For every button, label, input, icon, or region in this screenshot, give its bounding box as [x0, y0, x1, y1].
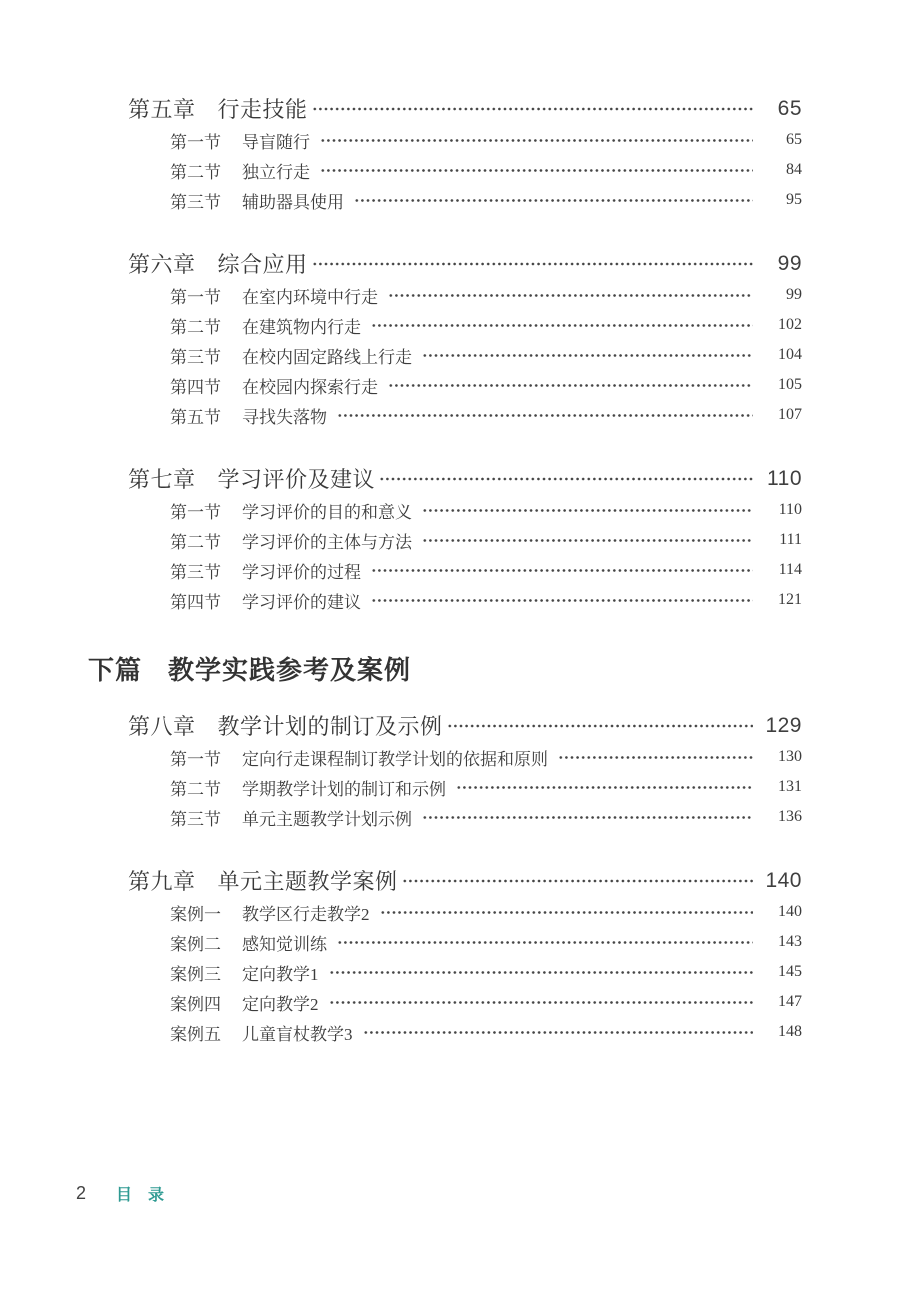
toc-section-row	[128, 1017, 802, 1047]
section-title: 学习评价的过程	[242, 562, 361, 582]
dot-leader	[402, 870, 753, 892]
section-page-number: 131	[778, 778, 802, 795]
chapter-title: 综合应用	[217, 252, 308, 277]
dot-leader	[558, 749, 753, 766]
section-page-number: 111	[779, 531, 802, 548]
section-page-number: 114	[778, 561, 802, 578]
toc-chapter-block	[128, 92, 802, 215]
dot-leader	[320, 132, 753, 149]
dot-leader	[320, 162, 753, 179]
section-page-number: 102	[778, 316, 802, 333]
part-title: 教学实践参考及案例	[168, 654, 412, 685]
section-page-number: 107	[778, 406, 802, 423]
section-label: 第三节	[170, 347, 221, 367]
section-page-number: 148	[778, 1023, 802, 1040]
section-label: 案例五	[170, 1024, 221, 1044]
section-label: 第三节	[170, 562, 221, 582]
chapter-page-number: 140	[765, 868, 802, 892]
toc-list	[88, 92, 802, 1079]
dot-leader	[422, 502, 753, 519]
section-title: 学期教学计划的制订和示例	[242, 779, 446, 799]
section-title: 导盲随行	[242, 132, 310, 152]
section-page-number: 95	[786, 191, 802, 208]
dot-leader	[388, 377, 753, 394]
toc-section-row	[128, 280, 802, 310]
section-label: 第三节	[170, 809, 221, 829]
toc-chapter-row	[128, 462, 802, 495]
section-label: 第三节	[170, 192, 221, 212]
toc-section-row	[128, 585, 802, 615]
dot-leader	[312, 253, 753, 275]
section-label: 案例四	[170, 994, 221, 1014]
section-title: 在建筑物内行走	[242, 317, 361, 337]
chapter-page-number: 65	[777, 96, 802, 120]
chapter-page-number: 129	[765, 713, 802, 737]
toc-section-row	[128, 155, 802, 185]
chapter-page-number: 99	[777, 251, 802, 275]
section-page-number: 147	[778, 993, 802, 1010]
toc-section-row	[128, 987, 802, 1017]
section-label: 第四节	[170, 592, 221, 612]
toc-chapter-row	[128, 709, 802, 742]
chapter-label: 第五章	[128, 97, 196, 122]
section-title: 儿童盲杖教学3	[242, 1024, 353, 1044]
toc-section-row	[128, 927, 802, 957]
section-title: 定向行走课程制订教学计划的依据和原则	[242, 749, 548, 769]
dot-leader	[363, 1024, 754, 1041]
chapter-title: 单元主题教学案例	[217, 869, 398, 894]
toc-section-row	[128, 495, 802, 525]
section-page-number: 143	[778, 933, 802, 950]
dot-leader	[337, 934, 753, 951]
toc-section-row	[128, 340, 802, 370]
section-title: 学习评价的目的和意义	[242, 502, 412, 522]
section-title: 学习评价的建议	[242, 592, 361, 612]
dot-leader	[422, 532, 753, 549]
toc-chapter-block	[128, 247, 802, 430]
chapter-label: 第九章	[128, 869, 196, 894]
dot-leader	[371, 562, 753, 579]
section-title: 独立行走	[242, 162, 310, 182]
chapter-title: 行走技能	[217, 97, 308, 122]
footer-page-number: 2	[76, 1183, 87, 1203]
section-page-number: 65	[786, 131, 802, 148]
section-title: 定向教学2	[242, 994, 319, 1014]
dot-leader	[380, 904, 754, 921]
chapter-title: 学习评价及建议	[217, 467, 376, 492]
section-title: 在校园内探索行走	[242, 377, 378, 397]
section-title: 辅助器具使用	[242, 192, 344, 212]
section-title: 在室内环境中行走	[242, 287, 378, 307]
part-label: 下篇	[88, 654, 143, 685]
section-page-number: 104	[778, 346, 802, 363]
section-title: 寻找失落物	[242, 407, 327, 427]
dot-leader	[337, 407, 753, 424]
chapter-title: 教学计划的制订及示例	[217, 714, 443, 739]
toc-section-row	[128, 370, 802, 400]
dot-leader	[312, 98, 753, 120]
dot-leader	[422, 809, 753, 826]
footer-section-label: 目 录	[116, 1187, 165, 1204]
toc-section-row	[128, 310, 802, 340]
section-page-number: 136	[778, 808, 802, 825]
toc-chapter-row	[128, 247, 802, 280]
dot-leader	[329, 964, 754, 981]
section-title: 学习评价的主体与方法	[242, 532, 412, 552]
section-label: 第二节	[170, 779, 221, 799]
section-title: 感知觉训练	[242, 934, 327, 954]
section-label: 第一节	[170, 287, 221, 307]
toc-section-row	[128, 400, 802, 430]
toc-chapter-row	[128, 92, 802, 125]
toc-section-row	[128, 897, 802, 927]
section-label: 案例二	[170, 934, 221, 954]
toc-chapter-block	[128, 462, 802, 615]
section-title: 定向教学1	[242, 964, 319, 984]
chapter-label: 第七章	[128, 467, 196, 492]
page-footer	[76, 1182, 164, 1205]
section-page-number: 105	[778, 376, 802, 393]
section-label: 第一节	[170, 749, 221, 769]
section-label: 第二节	[170, 317, 221, 337]
dot-leader	[329, 994, 754, 1011]
toc-section-row	[128, 802, 802, 832]
section-label: 第五节	[170, 407, 221, 427]
section-label: 第一节	[170, 132, 221, 152]
section-title: 单元主题教学计划示例	[242, 809, 412, 829]
toc-chapter-block	[128, 709, 802, 832]
section-label: 第一节	[170, 502, 221, 522]
dot-leader	[371, 592, 753, 609]
dot-leader	[447, 715, 753, 737]
section-page-number: 110	[778, 501, 802, 518]
section-page-number: 140	[778, 903, 802, 920]
toc-section-row	[128, 555, 802, 585]
section-page-number: 99	[786, 286, 802, 303]
section-page-number: 145	[778, 963, 802, 980]
dot-leader	[379, 468, 753, 490]
chapter-label: 第六章	[128, 252, 196, 277]
section-label: 案例三	[170, 964, 221, 984]
dot-leader	[388, 287, 753, 304]
toc-section-row	[128, 525, 802, 555]
toc-section-row	[128, 772, 802, 802]
section-page-number: 84	[786, 161, 802, 178]
chapter-page-number: 110	[767, 466, 802, 490]
section-label: 第四节	[170, 377, 221, 397]
toc-chapter-row	[128, 864, 802, 897]
dot-leader	[422, 347, 753, 364]
toc-part-heading	[88, 647, 802, 689]
section-label: 案例一	[170, 904, 221, 924]
dot-leader	[371, 317, 753, 334]
dot-leader	[456, 779, 753, 796]
toc-section-row	[128, 125, 802, 155]
section-title: 教学区行走教学2	[242, 904, 370, 924]
chapter-label: 第八章	[128, 714, 196, 739]
dot-leader	[354, 192, 753, 209]
toc-section-row	[128, 957, 802, 987]
section-page-number: 121	[778, 591, 802, 608]
toc-section-row	[128, 742, 802, 772]
toc-section-row	[128, 185, 802, 215]
section-label: 第二节	[170, 162, 221, 182]
section-page-number: 130	[778, 748, 802, 765]
section-label: 第二节	[170, 532, 221, 552]
section-title: 在校内固定路线上行走	[242, 347, 412, 367]
toc-chapter-block	[128, 864, 802, 1047]
